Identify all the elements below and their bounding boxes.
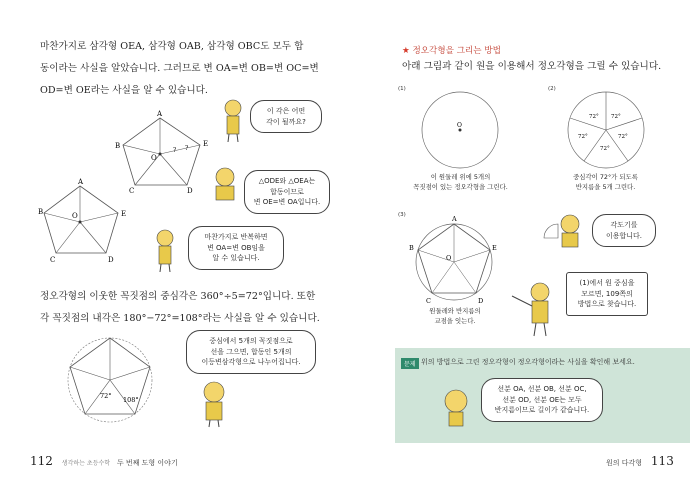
bubble-line: 이용합니다. [605, 231, 643, 240]
circle-figure-step1 [418, 88, 502, 172]
bubble-line: △ODE와 △OEA는 [258, 177, 316, 185]
label-a: A [157, 110, 163, 118]
label-d: D [478, 297, 484, 305]
bubble-line: (1)에서 원 중심을 [579, 279, 635, 287]
problem-box [395, 348, 690, 443]
label-e: E [203, 140, 209, 148]
character-illustration [196, 380, 232, 428]
bubble-line: 변 OA=변 OB임을 [207, 243, 265, 252]
section-heading [402, 44, 501, 56]
footer-series: 생각하는 초등수학 [61, 460, 111, 467]
label-a: A [452, 215, 457, 223]
label-c: C [426, 297, 431, 305]
label-e: E [121, 210, 127, 218]
angle-label: 72° [618, 134, 628, 140]
label-o: O [457, 122, 462, 129]
character-illustration [510, 280, 560, 338]
label-question: ? [185, 145, 189, 152]
angle-label: 108° [123, 396, 139, 404]
intro-text [402, 56, 692, 78]
bubble-line: 선분 OD, 선분 OE는 모두 [502, 395, 582, 404]
bubble-line: 반지름이므로 길이가 같습니다. [494, 406, 590, 414]
label-d: D [108, 256, 114, 263]
speech-bubble [186, 330, 316, 374]
star-icon: ★ [402, 46, 410, 56]
speech-bubble [566, 272, 648, 316]
circle-radii-figure-step2 [564, 88, 648, 172]
speech-bubble [481, 378, 603, 422]
caption-line: 반지름을 5개 그린다. [575, 183, 636, 191]
problem-title: 위의 방법으로 그린 정오각형이 정오각형이라는 사실을 확인해 보세요. [421, 358, 635, 366]
caption-line: 이 원둘레 위에 5개의 [430, 173, 491, 181]
bubble-line: 선을 그으면, 합동인 5개의 [210, 347, 292, 356]
label-b: B [115, 142, 121, 150]
angle-label: 72° [100, 392, 112, 400]
caption-line: 중심각이 72°가 되도록 [573, 173, 638, 181]
page-number: 113 [650, 454, 674, 468]
paragraph-congruent-triangles [40, 36, 330, 102]
bubble-line: 각도기를 [610, 221, 638, 229]
character-illustration [150, 228, 180, 273]
text-line: 마찬가지로 삼각형 OEA, 삼각형 OAB, 삼각형 OBC도 모두 합 [40, 41, 304, 52]
caption-line: 꼭짓점이 있는 정오각형을 그린다. [413, 183, 508, 191]
section-title: 정오각형을 그리는 방법 [412, 46, 501, 56]
bubble-line: 방법으로 찾습니다. [577, 300, 637, 308]
text-line: OD=변 OE라는 사실을 알 수 있습니다. [40, 85, 208, 96]
bubble-line: 각이 될까요? [266, 117, 306, 126]
label-o: O [72, 212, 78, 220]
page-footer [606, 454, 674, 468]
angle-label: 72° [589, 114, 599, 120]
caption-line: 교점을 잇는다. [434, 317, 476, 325]
character-illustration [439, 388, 473, 428]
speech-bubble [244, 170, 330, 214]
bubble-line: 변 OE=변 OA입니다. [253, 198, 321, 206]
step-tag: (3) [398, 212, 406, 218]
character-illustration [218, 98, 248, 143]
page-footer [30, 454, 178, 468]
caption-line: 원둘레와 반지름의 [429, 307, 481, 315]
text-line: 정오각형의 이웃한 꼭짓점의 중심각은 360°÷5=72°입니다. 또한 [40, 291, 316, 302]
text-line: 동이라는 사실을 알았습니다. 그러므로 변 OA=변 OB=변 OC=변 [40, 63, 319, 74]
label-o: O [446, 254, 452, 262]
step2-caption [548, 172, 663, 192]
paragraph-angles [40, 286, 340, 330]
label-b: B [409, 244, 414, 252]
angle-label: 72° [611, 114, 621, 120]
angle-label: 72° [578, 134, 588, 140]
pentagon-circle-figure [55, 330, 165, 425]
label-e: E [492, 244, 497, 252]
text-line: 각 꼭짓점의 내각은 180°−72°=108°라는 사실을 알 수 있습니다. [40, 313, 320, 324]
speech-bubble [250, 100, 322, 133]
bubble-line: 합동이므로 [270, 187, 304, 196]
speech-bubble [592, 214, 656, 247]
problem-label: 문제 [401, 358, 419, 369]
step3-caption [410, 306, 500, 326]
bubble-line: 중심에서 5개의 꼭짓점으로 [209, 337, 293, 345]
label-a: A [78, 178, 84, 186]
page-number: 112 [30, 454, 53, 468]
step1-caption [398, 172, 523, 192]
label-c: C [129, 187, 135, 195]
angle-label: 72° [600, 146, 610, 152]
label-b: B [38, 208, 44, 216]
speech-bubble [188, 226, 284, 270]
bubble-line: 이등변삼각형으로 나누어집니다. [201, 358, 301, 366]
character-illustration [208, 165, 242, 205]
footer-title: 원의 다각형 [606, 459, 643, 467]
bubble-line: 알 수 있습니다. [212, 254, 260, 262]
label-question: ? [173, 147, 177, 154]
label-d: D [187, 187, 193, 195]
footer-title: 두 번째 도형 이야기 [116, 459, 178, 467]
label-o: O [151, 154, 157, 162]
bubble-line: 선분 OA, 선분 OB, 선분 OC, [497, 385, 587, 393]
step-tag: (1) [398, 86, 406, 92]
pentagon-figure-2 [38, 178, 138, 263]
bubble-line: 이 각은 어떤 [266, 107, 306, 115]
protractor-character-illustration [540, 208, 584, 252]
text-line: 아래 그림과 같이 원을 이용해서 정오각형을 그릴 수 있습니다. [402, 61, 662, 72]
pentagon-circle-figure-step3 [408, 214, 500, 306]
bubble-line: 모르면, 109쪽의 [581, 289, 633, 298]
bubble-line: 마찬가지로 반복하면 [204, 233, 268, 241]
step-tag: (2) [548, 86, 556, 92]
label-c: C [50, 256, 56, 263]
